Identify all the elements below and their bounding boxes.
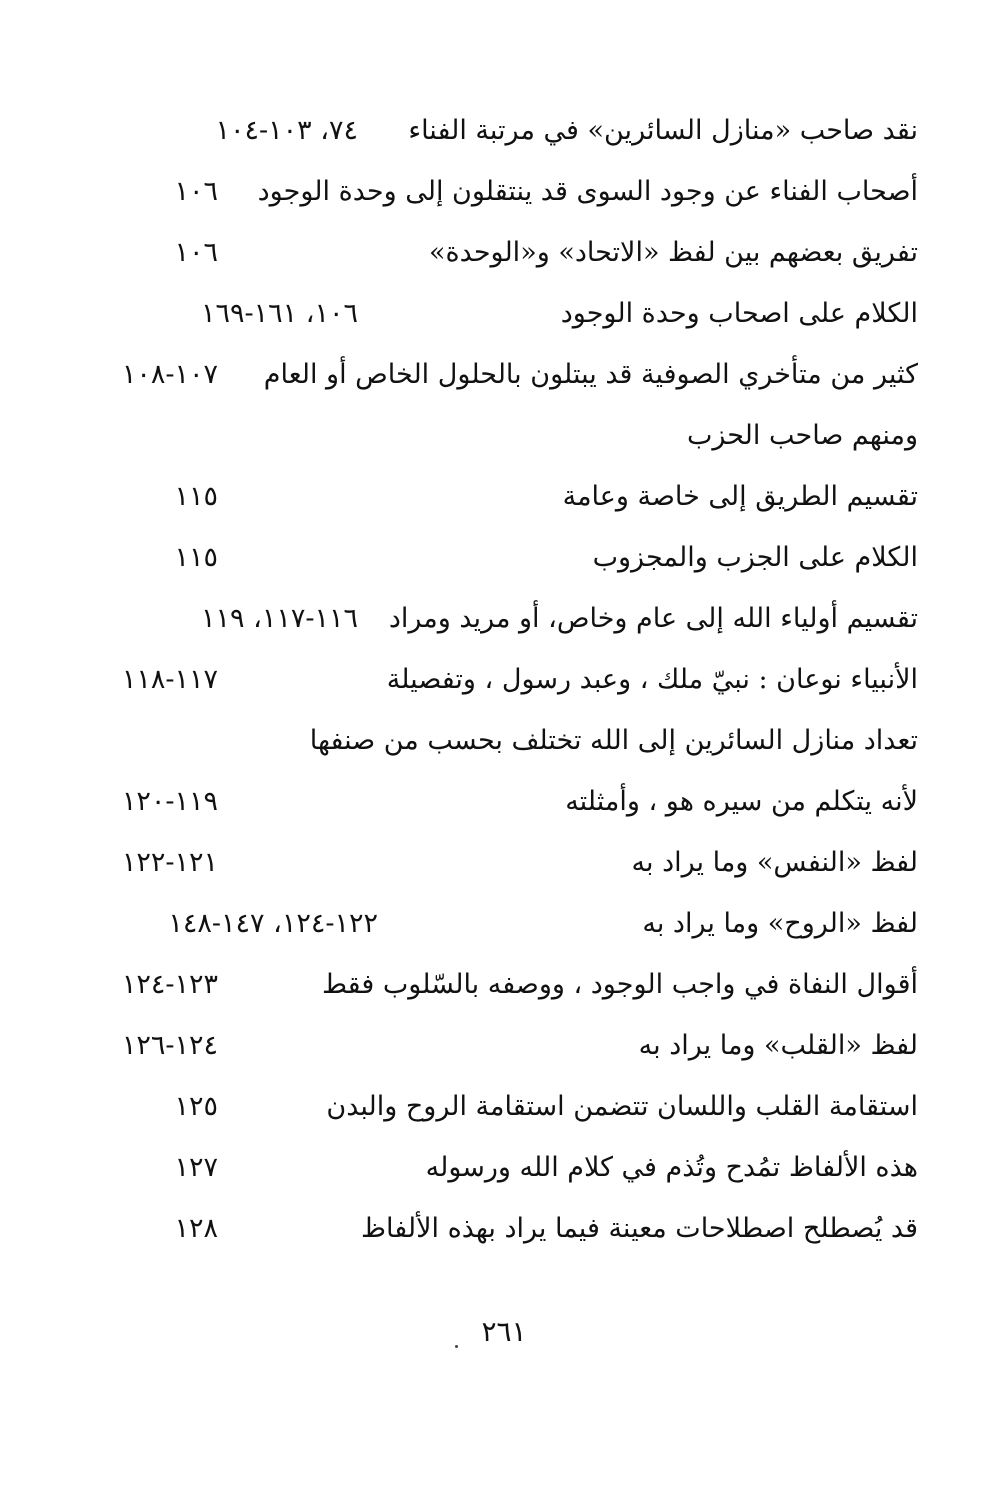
entry-pages: ١٢٨ [174,1213,218,1244]
entry-text: الكلام على الجزب والمجزوب [592,542,918,573]
entry-text: لفظ «النفس» وما يراد به [631,847,918,878]
index-entry [100,527,918,588]
index-entry [100,283,918,344]
entry-pages: ١٠٦ [174,176,218,207]
entry-text: تعداد منازل السائرين إلى الله تختلف بحسب من صنفها [309,725,918,756]
entry-text: الكلام على اصحاب وحدة الوجود [560,298,918,329]
index-entry [100,1076,918,1137]
entry-pages: ١٢٤-١٢٦ [121,1030,218,1061]
entry-pages: ١٢٢-١٢٤، ١٤٧-١٤٨ [168,908,378,939]
entry-pages: ١١٥ [174,481,218,512]
index-entry [100,893,918,954]
index-entry [100,588,918,649]
entry-pages: ١١٧-١١٨ [121,664,218,695]
entry-pages: ١٢١-١٢٢ [121,847,218,878]
entry-text: تقسيم الطريق إلى خاصة وعامة [562,481,918,512]
index-list [100,100,918,1259]
scan-speck [455,1345,458,1348]
entry-pages: ١١٦-١١٧، ١١٩ [201,603,358,634]
page-footer [0,1315,1008,1348]
index-entry [100,710,918,771]
entry-pages: ١١٥ [174,542,218,573]
index-entry [100,222,918,283]
index-entry [100,832,918,893]
entry-pages: ١٢٧ [174,1152,218,1183]
entry-text: هذه الألفاظ تمُدح وتُذم في كلام الله ورسوله [425,1152,918,1183]
entry-text: لفظ «القلب» وما يراد به [638,1030,918,1061]
page-number: ٢٦١ [481,1315,527,1348]
entry-text: قد يُصطلح اصطلاحات معينة فيما يراد بهذه الألفاظ [361,1213,918,1244]
entry-text: تفريق بعضهم بين لفظ «الاتحاد» و«الوحدة» [428,237,918,268]
index-entry [100,771,918,832]
entry-text: أصحاب الفناء عن وجود السوى قد ينتقلون إلى وحدة الوجود [257,176,918,207]
entry-text: الأنبياء نوعان : نبيّ ملك ، وعبد رسول ، وتفصيلة [386,664,918,695]
entry-text: نقد صاحب «منازل السائرين» في مرتبة الفناء [408,115,918,146]
entry-text: أقوال النفاة في واجب الوجود ، ووصفه بالسّلوب فقط [322,969,918,1000]
index-entry [100,649,918,710]
entry-text: كثير من متأخري الصوفية قد يبتلون بالحلول الخاص أو العام [263,359,918,390]
index-entry [100,1137,918,1198]
entry-text: لفظ «الروح» وما يراد به [642,908,918,939]
index-entry [100,161,918,222]
entry-text: تقسيم أولياء الله إلى عام وخاص، أو مريد ومراد [388,603,918,634]
entry-pages: ١١٩-١٢٠ [121,786,218,817]
entry-pages: ١٢٣-١٢٤ [121,969,218,1000]
entry-pages: ١٠٦، ١٦١-١٦٩ [201,298,358,329]
entry-pages: ٧٤، ١٠٣-١٠٤ [215,115,358,146]
entry-pages: ١٢٥ [174,1091,218,1122]
index-entry [100,954,918,1015]
index-entry [100,1198,918,1259]
index-entry [100,466,918,527]
entry-text: ومنهم صاحب الحزب [686,420,918,451]
index-entry [100,405,918,466]
entry-pages: ١٠٦ [174,237,218,268]
index-entry [100,344,918,405]
entry-text: لأنه يتكلم من سيره هو ، وأمثلته [565,786,918,817]
entry-pages: ١٠٧-١٠٨ [121,359,218,390]
index-entry [100,1015,918,1076]
index-entry [100,100,918,161]
entry-text: استقامة القلب واللسان تتضمن استقامة الروح والبدن [326,1091,918,1122]
